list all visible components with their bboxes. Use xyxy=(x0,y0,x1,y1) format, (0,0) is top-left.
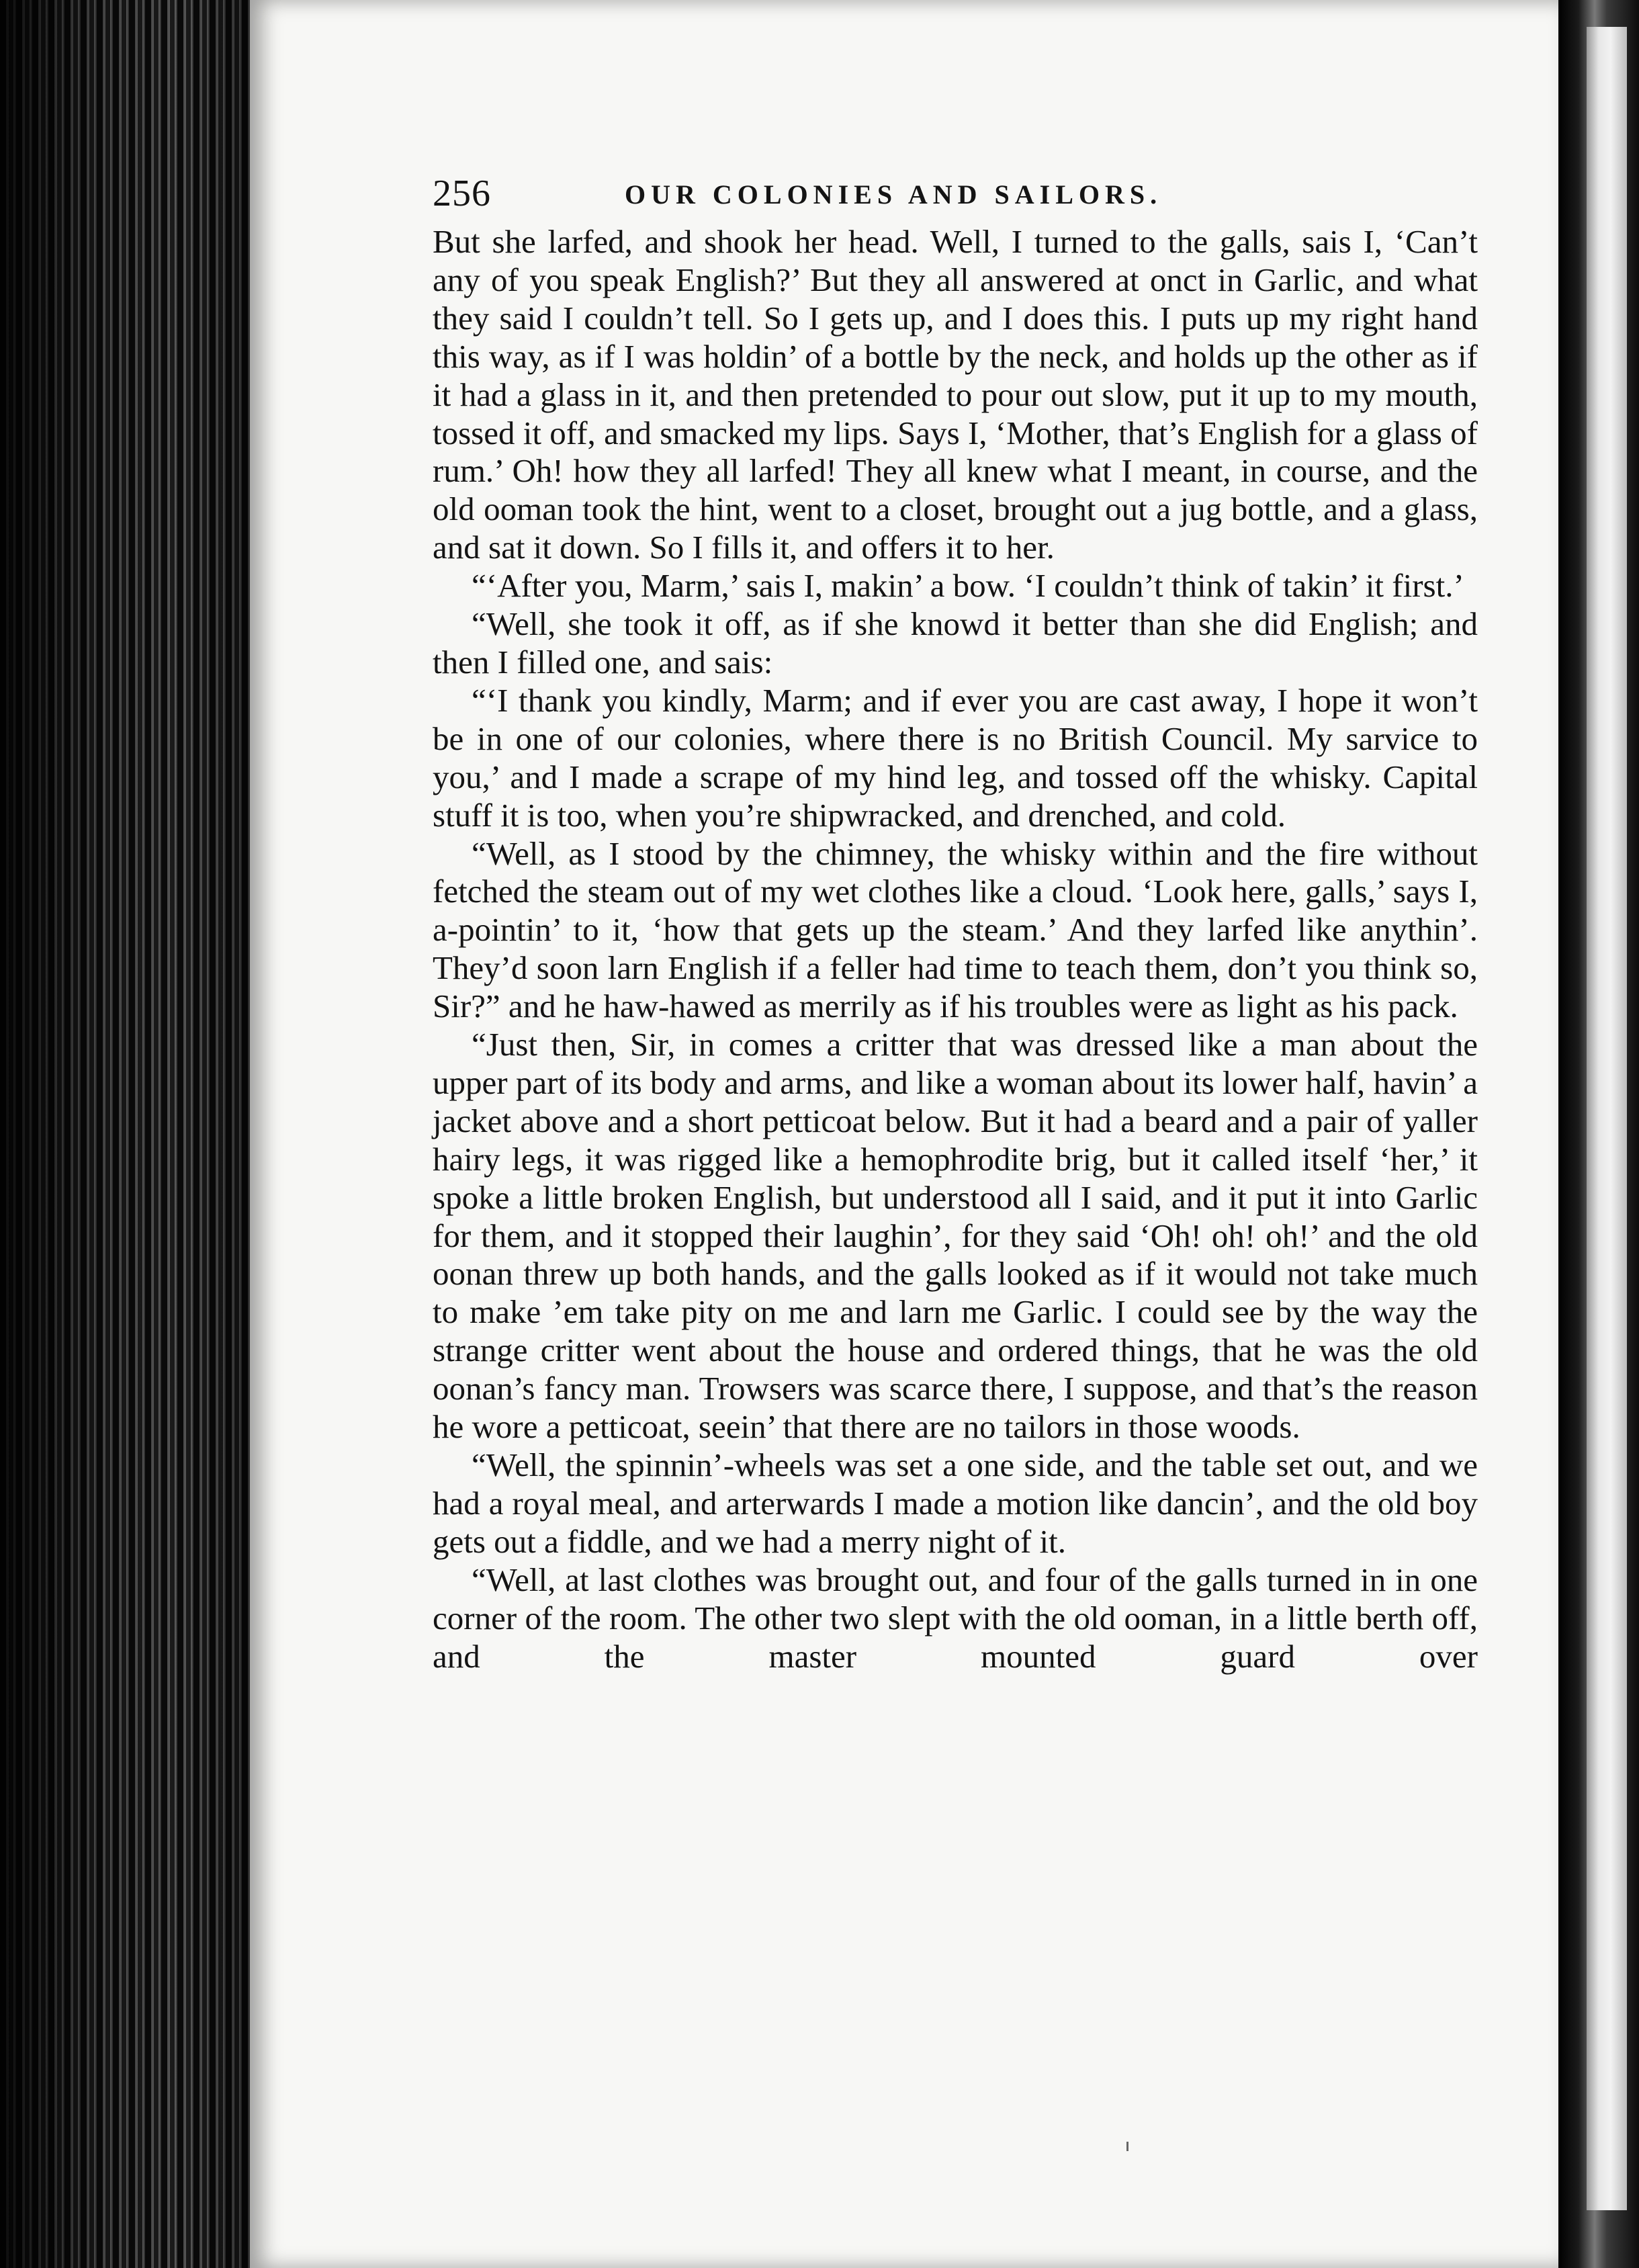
paragraph-7: “Well, the spinnin’-wheels was set a one side, and the table set out, and we had a royal meal, and arterwards I made a motion like dancin’, and the old boy gets out a fiddle, and we had a merry night of it. xyxy=(433,1446,1478,1560)
paragraph-1: But she larfed, and shook her head. Well, I turned to the galls, sais I, ‘Can’t any of you speak English?’ But they all answered at onct in Garlic, and what they said I couldn’t tell. So I gets up, and I does this. I puts up my right hand this way, as if I was holdin’ of a bottle by the neck, and holds up the other as if it had a glass in it, and then pretended to pour out slow, put it up to my mouth, tossed it off, and smacked my lips. Says I, ‘Mother, that’s English for a glass of rum.’ Oh! how they all larfed! They all knew what I meant, in course, and the old ooman took the hint, went to a closet, brought out a jug bottle, and a glass, and sat it down. So I fills it, and offers it to her. xyxy=(433,223,1478,566)
paragraph-8: “Well, at last clothes was brought out, and four of the galls turned in in one corner of the room. The other two slept with the old ooman, in a little berth off, and the master mounted guard over xyxy=(433,1561,1478,1675)
running-title: OUR COLONIES AND SAILORS. xyxy=(625,179,1163,210)
paragraph-4: “‘I thank you kindly, Marm; and if ever you are cast away, I hope it won’t be in one of our colonies, where there is no British Council. My sarvice to you,’ and I made a scrape of my hind leg, and tossed off the whisky. Capital stuff it is too, when you’re shipwracked, and drenched, and cold. xyxy=(433,681,1478,834)
stray-ink-mark xyxy=(1126,2142,1128,2151)
running-head xyxy=(433,169,1478,223)
book-page xyxy=(250,0,1558,2268)
page-number: 256 xyxy=(433,173,491,214)
paragraph-2: “‘After you, Marm,’ sais I, makin’ a bow. ‘I couldn’t think of takin’ it first.’ xyxy=(472,567,1464,605)
text-block xyxy=(433,169,1478,1675)
paragraph-5: “Well, as I stood by the chimney, the whisky within and the fire without fetched the steam out of my wet clothes like a cloud. ‘Look here, galls,’ says I, a-pointin’ to it, ‘how that gets up the steam.’ And they larfed like anythin’. They’d soon larn English if a feller had time to teach them, don’t you think so, Sir?” and he haw-hawed as merrily as if his troubles were as light as his pack. xyxy=(433,834,1478,1025)
body-text xyxy=(433,223,1478,1675)
paragraph-6: “Just then, Sir, in comes a critter that was dressed like a man about the upper part of its body and arms, and like a woman about its lower half, havin’ a jacket above and a short petticoat below. But it had a beard and a pair of yaller hairy legs, it was rigged like a hemophrodite brig, but it called itself ‘her,’ it spoke a little broken English, but understood all I said, and it put it into Garlic for them, and it stopped their laughin’, for they said ‘Oh! oh! oh!’ and the old oonan threw up both hands, and the galls looked as if it would not take much to make ’em take pity on me and larn me Garlic. I could see by the way the strange critter went about the house and ordered things, that he was the old oonan’s fancy man. Trowsers was scarce there, I suppose, and that’s the reason he wore a petticoat, seein’ that there are no tailors in those woods. xyxy=(433,1026,1478,1446)
next-page-edge xyxy=(1587,27,1627,2210)
book-fore-edge xyxy=(0,0,255,2268)
paragraph-3: “Well, she took it off, as if she knowd it better than she did English; and then I filled one, and sais: xyxy=(433,605,1478,681)
